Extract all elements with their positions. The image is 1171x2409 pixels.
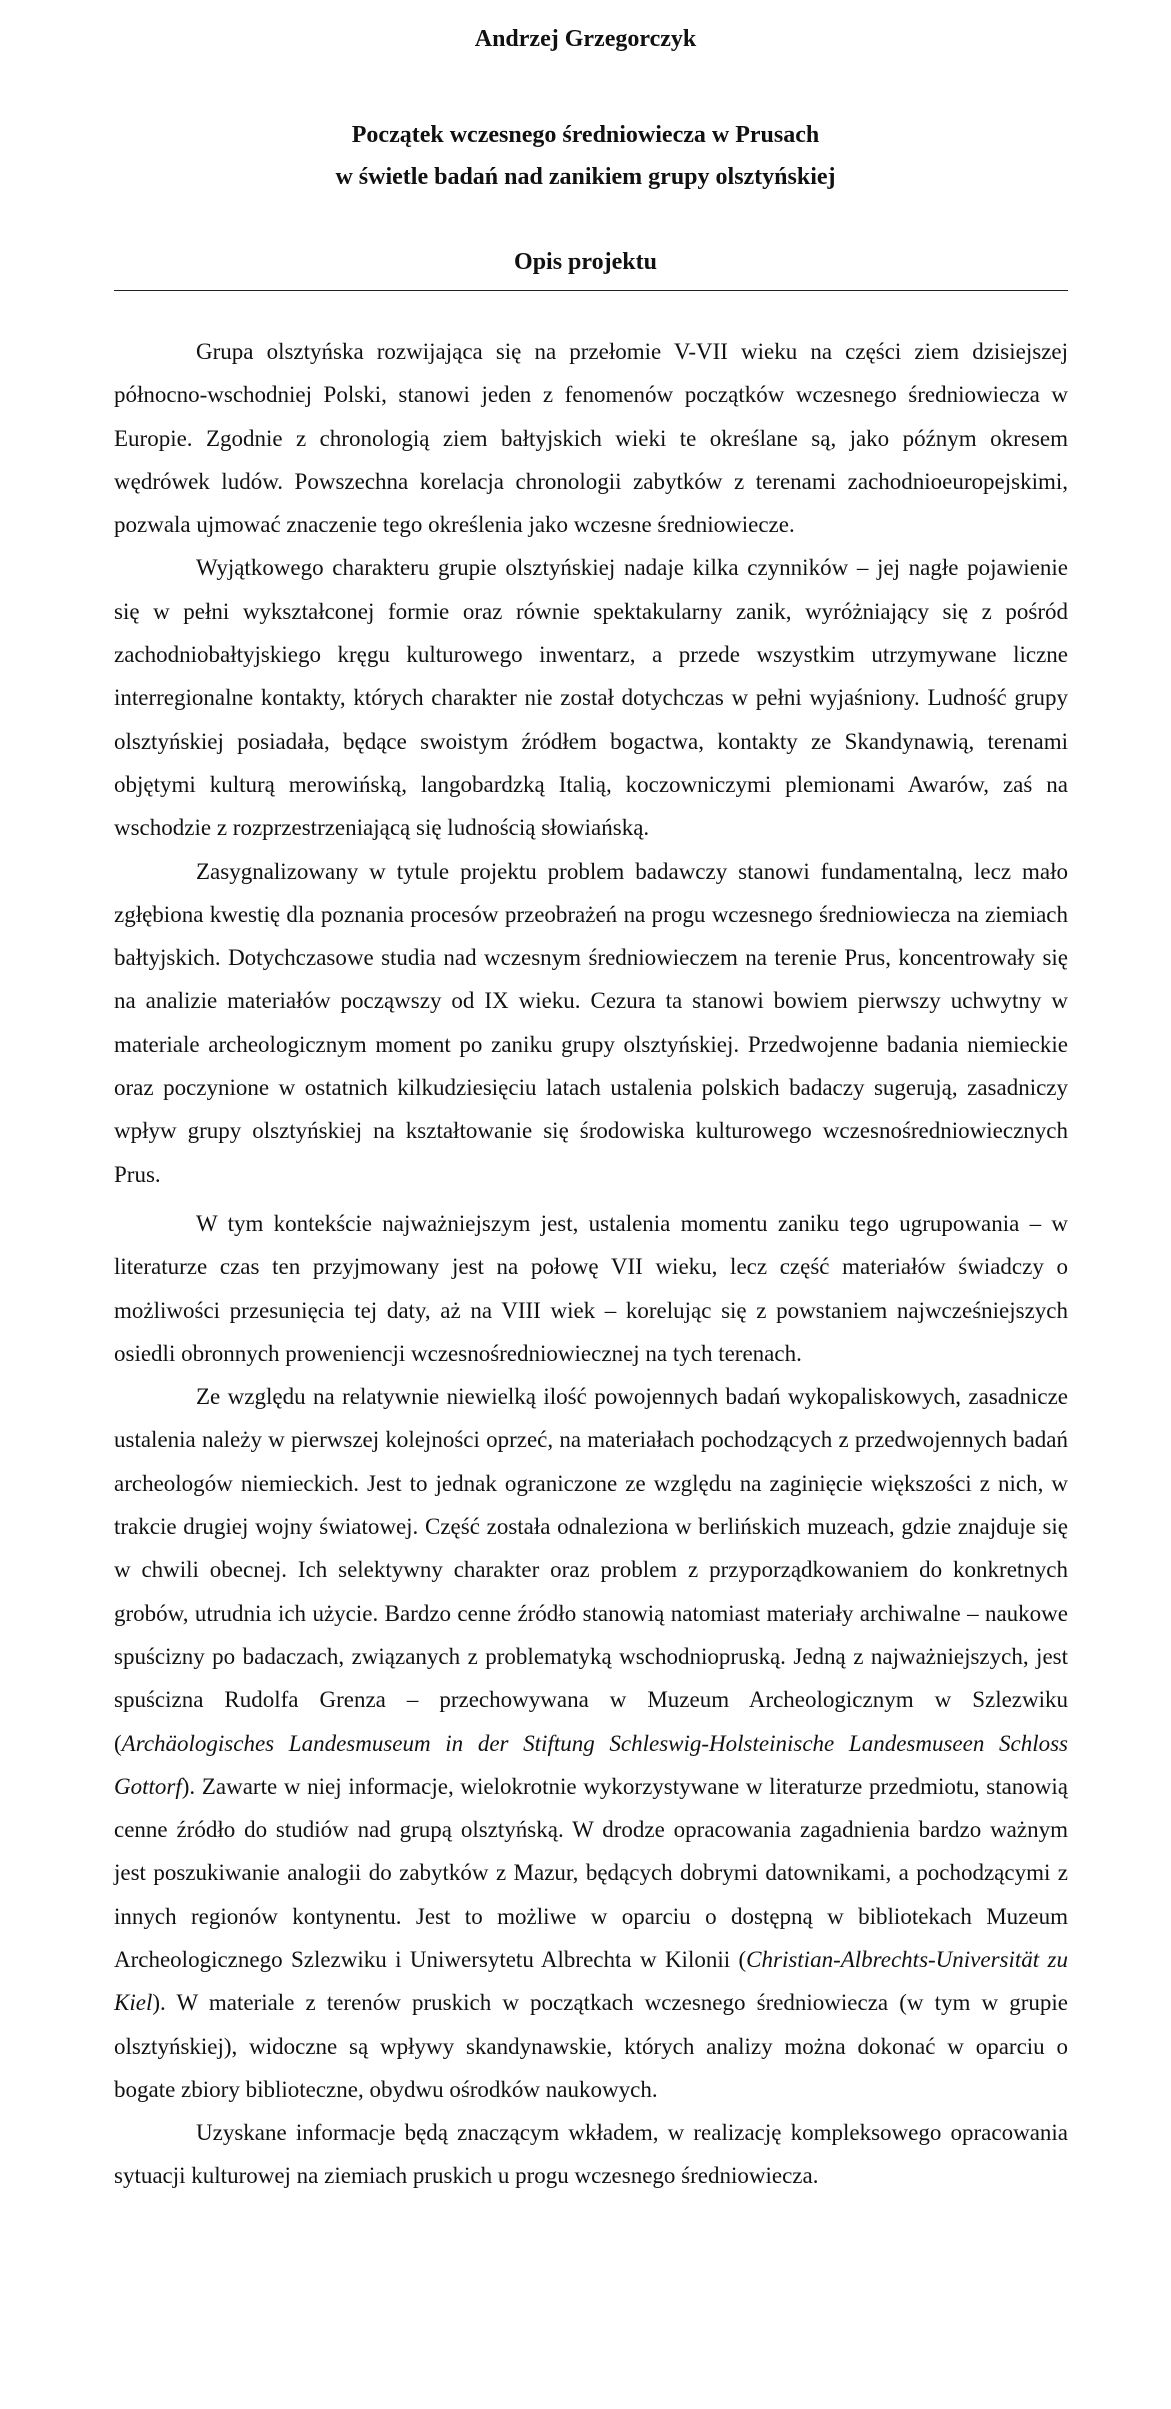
paragraph-2: Wyjątkowego charakteru grupie olsztyńskiej nadaje kilka czynników – jej nagłe pojawienie się w pełni wykształconej formie oraz równie spektakularny zanik, wyróżniający się z pośród zachodniobałtyjskiego kręgu kulturowego inwentarz, a przede wszystkim utrzymywane liczne interregionalne kontakty, których charakter nie został dotychczas w pełni wyjaśniony. Ludność grupy olsztyńskiej posiadała, będące swoistym źródłem bogactwa, kontakty ze Skandynawią, terenami objętymi kulturą merowińską, langobardzką Italią, koczowniczymi plemionami Awarów, zaś na wschodzie z rozprzestrzeniającą się ludnością słowiańską. xyxy=(114,555,1068,841)
author-name: Andrzej Grzegorczyk xyxy=(474,26,697,52)
paragraph-3: Zasygnalizowany w tytule projektu problem badawczy stanowi fundamentalną, lecz mało zgłębiona kwestię dla poznania procesów przeobrażeń na progu wczesnego średniowiecza na ziemiach bałtyjskich. Dotychczasowe studia nad wczesnym średniowieczem na terenie Prus, koncentrowały się na analizie materiałów począwszy od IX wieku. Cezura ta stanowi bowiem pierwszy uchwytny w materiale archeologicznym moment po zaniku grupy olsztyńskiej. Przedwojenne badania niemieckie oraz poczynione w ostatnich kilkudziesięciu latach ustalenia polskich badaczy sugerują, zasadniczy wpływ grupy olsztyńskiej na kształtowanie się środowiska kulturowego wczesnośredniowiecznych Prus. xyxy=(114,858,1068,1187)
body-text xyxy=(114,330,1068,2198)
paragraph-4: W tym kontekście najważniejszym jest, ustalenia momentu zaniku tego ugrupowania – w literaturze czas ten przyjmowany jest na połowę VII wieku, lecz część materiałów świadczy o możliwości przesunięcia tej daty, aż na VIII wiek – korelując się z powstaniem najwcześniejszych osiedli obronnych proweniencji wczesnośredniowiecznej na tych terenach. xyxy=(114,1210,1068,1366)
title-line-1: Początek wczesnego średniowiecza w Prusach xyxy=(351,122,820,148)
paragraph-5-text-a: Ze względu na relatywnie niewielką ilość powojennych badań wykopaliskowych, zasadnicze ustalenia należy w pierwszej kolejności oprzeć, na materiałach pochodzących z przedwojennych badań archeologów niemieckich. Jest to jednak ograniczone ze względu na zaginięcie większości z nich, w trakcie drugiej wojny światowej. Część została odnaleziona w berlińskich muzeach, gdzie znajduje się w chwili obecnej. Ich selektywny charakter oraz problem z przyporządkowaniem do konkretnych grobów, utrudnia ich użycie. Bardzo cenne źródło stanowią natomiast materiały archiwalne – naukowe spuścizny po badaczach, związanych z problematyką wschodniopruską. Jedną z najważniejszych, jest spuścizna Rudolfa Grenza – przechowywana w Muzeum Archeologicznym w Szlezwiku ( xyxy=(114,1384,1068,1756)
paragraph-5-text-b: ). Zawarte w niej informacje, wielokrotnie wykorzystywane w literaturze przedmiotu, stanowią cenne źródło do studiów nad grupą olsztyńską. W drodze opracowania zagadnienia bardzo ważnym jest poszukiwanie analogii do zabytków z Mazur, będących dobrymi datownikami, a pochodzącymi z innych regionów kontynentu. Jest to możliwe w oparciu o dostępną w bibliotekach Muzeum Archeologicznego Szlezwiku i Uniwersytetu Albrechta w Kilonii ( xyxy=(114,1773,1068,1972)
paragraph-1: Grupa olsztyńska rozwijająca się na przełomie V-VII wieku na części ziem dzisiejszej północno-wschodniej Polski, stanowi jeden z fenomenów początków wczesnego średniowiecza w Europie. Zgodnie z chronologią ziem bałtyjskich wieki te określane są, jako późnym okresem wędrówek ludów. Powszechna korelacja chronologii zabytków z terenami zachodnioeuropejskimi, pozwala ujmować znaczenie tego określenia jako wczesne średniowiecze. xyxy=(114,339,1068,538)
paragraph-6: Uzyskane informacje będą znaczącym wkładem, w realizację kompleksowego opracowania sytuacji kulturowej na ziemiach pruskich u progu wczesnego średniowiecza. xyxy=(114,2120,1068,2189)
horizontal-divider xyxy=(114,290,1068,291)
paragraph-5 xyxy=(114,1375,1068,2111)
section-subtitle: Opis projektu xyxy=(514,249,657,275)
title-line-2: w świetle badań nad zanikiem grupy olsztyńskiej xyxy=(335,164,836,190)
document-title xyxy=(0,114,1171,198)
paragraph-5-text-c: ). W materiale z terenów pruskich w początkach wczesnego średniowiecza (w tym w grupie olsztyńskiej), widoczne są wpływy skandynawskie, których analizy można dokonać w oparciu o bogate zbiory biblioteczne, obydwu ośrodków naukowych. xyxy=(114,1990,1068,2102)
paragraph-5-italic-museum: Archäologisches Landesmuseum in der Stiftung Schleswig-Holsteinische Landesmuseen Schloss Gottorf xyxy=(114,1730,1068,1799)
paragraph-5-italic-university: Christian-Albrechts-Universität zu Kiel xyxy=(114,1946,1068,2016)
